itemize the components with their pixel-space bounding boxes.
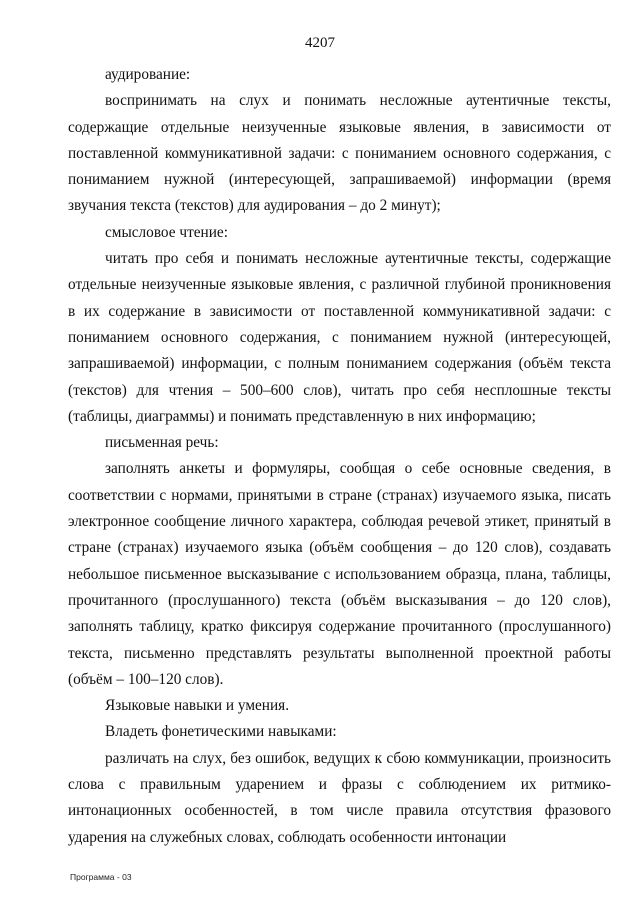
page-number: 4207	[305, 35, 335, 51]
section-heading-listening: аудирование:	[105, 66, 191, 83]
section-heading-reading: смысловое чтение:	[105, 223, 228, 241]
paragraph-listening: воспринимать на слух и понимать несложные аутентичные тексты, содержащие отдельные неизученные языковые явления, в зависимости от поставленной коммуникативной задачи: с пониманием основного содержания, с пониманием нужной (интересующей, запрашиваемой) информации (время звучания текста (текстов) для аудирования – до 2 минут);	[68, 92, 611, 215]
body-text	[68, 62, 611, 851]
section-heading-language-skills: Языковые навыки и умения.	[105, 697, 290, 715]
paragraph-phonetics: различать на слух, без ошибок, ведущих к сбою коммуникации, произносить слова с правильным ударением и фразы с соблюдением их ритмико-интонационных особенностей, в том числе правила отсутствия фразового ударения на служебных словах, соблюдать особенности интонации	[68, 749, 611, 846]
paragraph-writing: заполнять анкеты и формуляры, сообщая о себе основные сведения, в соответствии с нормами, принятыми в стране (странах) изучаемого языка, писать электронное сообщение личного характера, соблюдая речевой этикет, принятый в стране (странах) изучаемого языка (объём сообщения – до 120 слов), создавать небольшое письменное высказывание с использованием образца, плана, таблицы, прочитанного (прослушанного) текста (объём высказывания – до 120 слов), заполнять таблицу, кратко фиксируя содержание прочитанного (прослушанного) текста, письменно представлять результаты выполненной проектной работы (объём – 100–120 слов).	[68, 460, 611, 688]
footer-label: Программа - 03	[70, 872, 132, 882]
paragraph-reading: читать про себя и понимать несложные аутентичные тексты, содержащие отдельные неизученные языковые явления, с различной глубиной проникновения в их содержание в зависимости от поставленной коммуникативной задачи: с пониманием основного содержания, с пониманием нужной (интересующей, запрашиваемой) информации, с полным пониманием содержания (объём текста (текстов) для чтения – 500–600 слов), читать про себя несплошные тексты (таблицы, диаграммы) и понимать представленную в них информацию;	[68, 250, 611, 425]
section-heading-phonetics: Владеть фонетическими навыками:	[105, 723, 337, 741]
section-heading-writing: письменная речь:	[105, 434, 219, 452]
